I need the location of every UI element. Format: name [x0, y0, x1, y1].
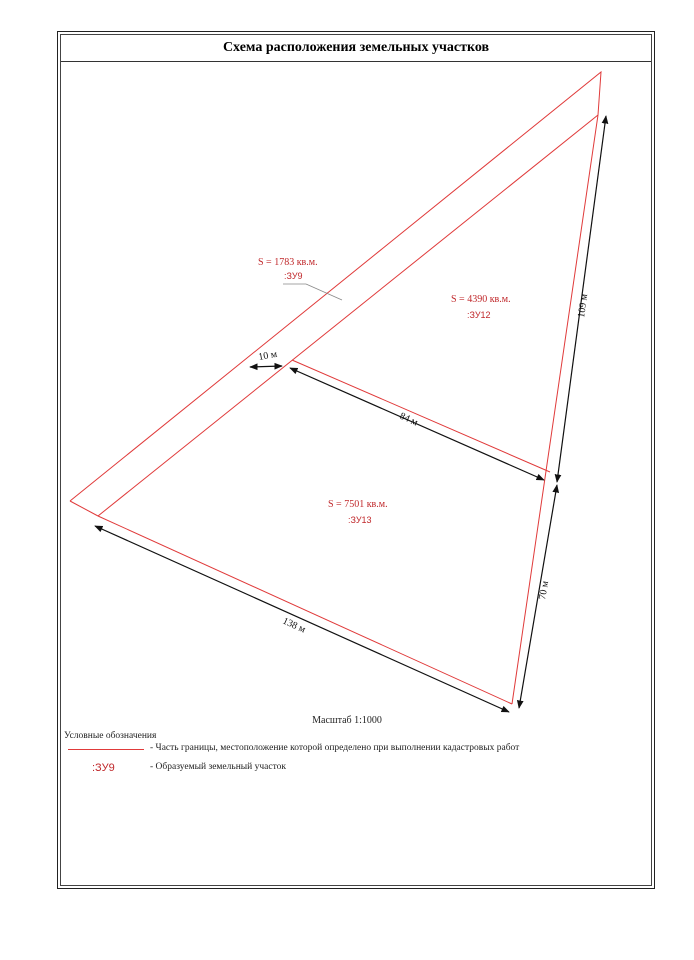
- dim-line-inner-cut: [290, 368, 544, 480]
- parcel-zu12-area: S = 4390 кв.м.: [451, 294, 511, 305]
- dim-label-inner-cut: 84 м: [397, 410, 420, 429]
- page-title: Схема расположения земельных участков: [222, 40, 490, 55]
- parcel-zu12-code: :ЗУ12: [467, 310, 491, 320]
- parcel-zu13-code: :ЗУ13: [348, 515, 372, 525]
- legend-boundary-text: - Часть границы, местоположение которой определено при выполнении кадастровых работ: [150, 743, 520, 753]
- internal-cut-line: [292, 360, 550, 472]
- strip-edge-bottom: [70, 501, 98, 516]
- legend-parcel-text: - Образуемый земельный участок: [150, 762, 286, 772]
- bottom-edge: [98, 516, 512, 704]
- dim-line-width-strip: [250, 366, 282, 367]
- legend-boundary-swatch: [68, 749, 144, 750]
- dim-label-right-lower: 70 м: [537, 580, 552, 601]
- parcel-boundary-outer: [70, 72, 601, 501]
- scale-label: Масштаб 1:1000: [312, 715, 382, 726]
- dim-label-width-strip: 10 м: [257, 348, 279, 363]
- dim-label-bottom: 138 м: [280, 615, 308, 636]
- dim-label-right-upper: 109 м: [576, 293, 591, 319]
- parcel-zu9-area: S = 1783 кв.м.: [258, 257, 318, 268]
- inner-diagonal: [98, 115, 598, 516]
- legend-parcel-code: :ЗУ9: [92, 762, 115, 774]
- right-edge: [512, 115, 598, 704]
- dim-line-bottom: [95, 526, 509, 712]
- legend-title: Условные обозначения: [64, 731, 157, 741]
- leader-line-zu9-diag: [306, 284, 342, 300]
- parcel-zu9-code: :ЗУ9: [284, 271, 303, 281]
- parcel-zu13-area: S = 7501 кв.м.: [328, 499, 388, 510]
